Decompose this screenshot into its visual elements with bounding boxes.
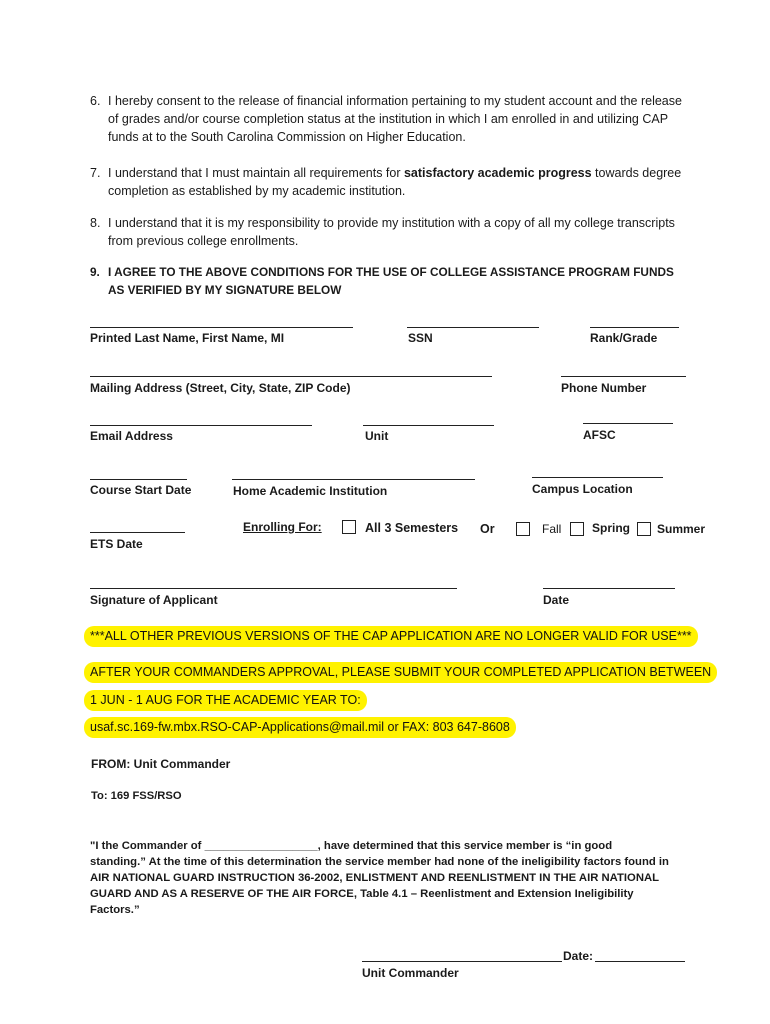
ssn-label: SSN <box>408 331 433 345</box>
summer-label: Summer <box>657 522 706 536</box>
notice-invalid-versions: ***ALL OTHER PREVIOUS VERSIONS OF THE CAP APPLICATION ARE NO LONGER VALID FOR USE*** <box>84 626 698 647</box>
signature-field[interactable] <box>90 588 457 589</box>
email-label: Email Address <box>90 429 173 443</box>
unit-label: Unit <box>365 429 389 443</box>
notice-date-range: 1 JUN - 1 AUG FOR THE ACADEMIC YEAR TO: <box>84 690 367 711</box>
notice-contact-email[interactable]: usaf.sc.169-fw.mbx.RSO-CAP-Applications@mail.mil or FAX: 803 647-8608 <box>84 717 516 738</box>
afsc-label: AFSC <box>583 428 616 442</box>
rank-grade-label: Rank/Grade <box>590 331 658 345</box>
phone-number-label: Phone Number <box>561 381 647 395</box>
to-line: To: 169 FSS/RSO <box>91 790 182 802</box>
summer-checkbox[interactable] <box>637 522 651 536</box>
from-line: FROM: Unit Commander <box>91 757 231 771</box>
phone-number-field[interactable] <box>561 376 686 377</box>
signature-label: Signature of Applicant <box>90 593 218 607</box>
unit-commander-label: Unit Commander <box>362 966 459 980</box>
commander-date-field[interactable] <box>595 961 685 962</box>
item-text: I hereby consent to the release of financial information pertaining to my student account and the release of grades and/or course completion status at the institution in which I am enrolled in and utilizing CAP funds at to the South Carolina Commission on Higher Education. <box>108 94 682 144</box>
date-field[interactable] <box>543 588 675 589</box>
item-text: I AGREE TO THE ABOVE CONDITIONS FOR THE USE OF COLLEGE ASSISTANCE PROGRAM FUNDS AS VERIFIED BY MY SIGNATURE BELOW <box>108 265 674 297</box>
printed-name-label: Printed Last Name, First Name, MI <box>90 331 285 345</box>
course-start-date-field[interactable] <box>90 479 187 480</box>
item-number: 6. <box>90 94 101 108</box>
printed-name-field[interactable] <box>90 327 353 328</box>
commander-signature-field[interactable] <box>362 961 562 962</box>
or-label: Or <box>480 522 495 536</box>
campus-location-field[interactable] <box>532 477 663 478</box>
course-start-date-label: Course Start Date <box>90 483 192 497</box>
all-semesters-checkbox[interactable] <box>342 520 356 534</box>
rank-grade-field[interactable] <box>590 327 679 328</box>
unit-field[interactable] <box>363 425 494 426</box>
home-institution-field[interactable] <box>232 479 475 480</box>
email-field[interactable] <box>90 425 312 426</box>
fall-label: Fall <box>542 522 562 536</box>
emphasis-text: satisfactory academic progress <box>403 166 592 180</box>
mailing-address-field[interactable] <box>90 376 492 377</box>
item-number: 9. <box>90 265 100 279</box>
spring-label: Spring <box>592 521 630 535</box>
consent-item-7 <box>90 164 690 200</box>
fall-checkbox[interactable] <box>516 522 530 536</box>
consent-item-9 <box>90 263 680 299</box>
ets-date-field[interactable] <box>90 532 185 533</box>
spring-checkbox[interactable] <box>570 522 584 536</box>
item-text: I understand that I must maintain all requirements for satisfactory academic progress towards degree completion as established by my academic institution. <box>108 166 682 198</box>
commander-statement: "I the Commander of __________________, have determined that this service member is “in good standing.” At the time of this determination the service member had none of the ineligibility factors found in AIR NATIONAL GUARD INSTRUCTION 36-2002, ENLISTMENT AND REENLISTMENT IN THE AIR NATIONAL GUARD AND AS A RESERVE OF THE AIR FORCE, Table 4.1 – Reenlistment and Extension Ineligibility Factors.” <box>90 840 669 916</box>
notice-submit-instructions: AFTER YOUR COMMANDERS APPROVAL, PLEASE SUBMIT YOUR COMPLETED APPLICATION BETWEEN <box>84 662 717 683</box>
consent-item-6 <box>90 92 690 146</box>
home-institution-label: Home Academic Institution <box>233 484 388 498</box>
commander-date-label: Date: <box>563 949 594 963</box>
campus-location-label: Campus Location <box>532 482 633 496</box>
enrolling-for-label: Enrolling For: <box>243 520 322 534</box>
ets-date-label: ETS Date <box>90 537 143 551</box>
ssn-field[interactable] <box>407 327 539 328</box>
mailing-address-label: Mailing Address (Street, City, State, ZIP Code) <box>90 381 351 395</box>
afsc-field[interactable] <box>583 423 673 424</box>
all-semesters-label: All 3 Semesters <box>365 521 459 535</box>
date-label: Date <box>543 593 570 607</box>
consent-item-8 <box>90 214 690 250</box>
item-number: 7. <box>90 166 101 180</box>
item-text: I understand that it is my responsibility to provide my institution with a copy of all my college transcripts from previous college enrollments. <box>108 216 675 248</box>
item-number: 8. <box>90 216 101 230</box>
